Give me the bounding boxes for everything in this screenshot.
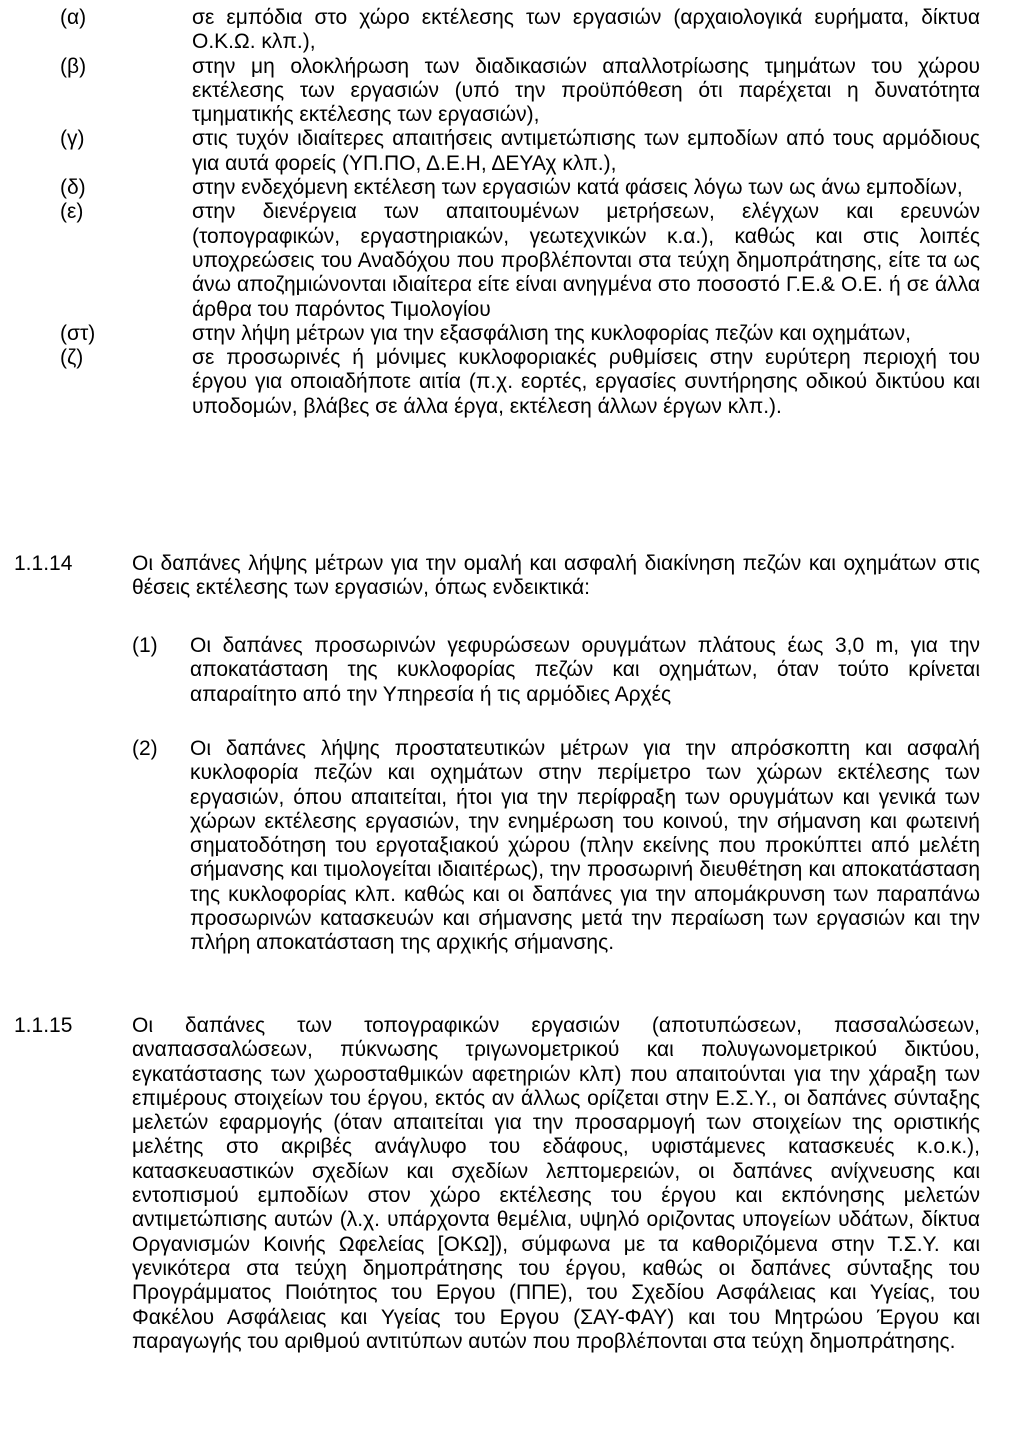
numbered-item (132, 737, 980, 956)
list-item (60, 127, 980, 176)
list-item-label: (γ) (60, 127, 85, 151)
list-item-text: στην μη ολοκλήρωση των διαδικασιών απαλλοτρίωσης τμημάτων του χώρου εκτέλεσης των εργασιών (υπό την προϋπόθεση ότι παρέχεται η δυνατότητα τμηματικής εκτέλεσης των εργασιών), (192, 54, 980, 127)
list-item (60, 322, 980, 346)
list-item-label: (δ) (60, 176, 86, 200)
numbered-item (132, 634, 980, 707)
section-number: 1.1.15 (14, 1014, 73, 1037)
list-item (60, 55, 980, 128)
list-item-label: (α) (60, 6, 87, 29)
list-item-label: (ζ) (60, 346, 84, 370)
lettered-list (60, 6, 980, 419)
list-item-text: στην διενέργεια των απαιτουμένων μετρήσεων, ελέγχων και ερευνών (τοπογραφικών, εργαστηριακών, γεωτεχνικών κ.α.), καθώς και στις λοιπές υποχρεώσεις του Αναδόχου που προβλέπονται στα τεύχη δημοπράτησης, είτε τα ως άνω αποζημιώνονται ιδιαίτερα είτε είναι ανηγμένα στο ποσοστό Γ.Ε.& Ο.Ε. ή σε άλλα άρθρα του παρόντος Τιμολογίου (192, 200, 980, 321)
section-number: 1.1.14 (14, 552, 73, 575)
list-item (60, 6, 980, 55)
list-item (132, 737, 980, 956)
list-item (60, 176, 980, 200)
list-item-label: (β) (60, 54, 87, 78)
list-item-text: στις τυχόν ιδιαίτερες απαιτήσεις αντιμετώπισης των εμποδίων από τους αρμόδιους για αυτά φορείς (ΥΠ.ΠΟ, Δ.Ε.Η, ΔΕΥΑχ κλπ.), (192, 127, 980, 175)
list-item (60, 346, 980, 419)
list-item-label: (2) (132, 737, 158, 760)
list-item-label: (ε) (60, 200, 84, 224)
list-item-text: στην λήψη μέτρων για την εξασφάλιση της κυκλοφορίας πεζών και οχημάτων, (192, 321, 911, 345)
list-item-text: σε εμπόδια στο χώρο εκτέλεσης των εργασιών (αρχαιολογικά ευρήματα, δίκτυα Ο.Κ.Ω. κλπ.), (192, 6, 980, 54)
section-text: Οι δαπάνες λήψης μέτρων για την ομαλή και ασφαλή διακίνηση πεζών και οχημάτων στις θέσεις εκτέλεσης των εργασιών, όπως ενδεικτικά: (132, 552, 980, 600)
list-item-label: (1) (132, 634, 158, 657)
list-item-text: Οι δαπάνες λήψης προστατευτικών μέτρων για την απρόσκοπτη και ασφαλή κυκλοφορία πεζών και οχημάτων στην περίμετρο των χώρων εκτέλεσης των εργασιών, όπου απαιτείται, ήτοι για την περίφραξη των ορυγμάτων και γενικά των χώρων εκτέλεσης εργασιών, την ενημέρωση του κοινού, την σήμανση και φωτεινή σηματοδότηση του εργοταξιακού χώρου (πλην εκείνης που προκύπτει από μελέτη σήμανσης και τιμολογείται ιδιαιτέρως), την προσωρινή διευθέτηση και αποκατάσταση της κυκλοφορίας κλπ. καθώς και οι δαπάνες για την απομάκρυνση των παραπάνω προσωρινών κατασκευών και σήμανσης μετά την περαίωση των εργασιών και την πλήρη αποκατάσταση της αρχικής σήμανσης. (190, 737, 980, 955)
list-item (132, 634, 980, 707)
section-text: Οι δαπάνες των τοπογραφικών εργασιών (αποτυπώσεων, πασσαλώσεων, αναπασσαλώσεων, πύκνωσης τριγωνομετρικού και πολυγωνομετρικού δικτύου, εγκατάστασης των χωροσταθμικών αφετηριών κλπ) που απαιτούνται για την χάραξη των επιμέρους στοιχείων του έργου, εκτός αν άλλως ορίζεται στην Ε.Σ.Υ., οι δαπάνες σύνταξης μελετών εφαρμογής (όταν απαιτείται για την προσαρμογή των στοιχείων της οριστικής μελέτης στο ακριβές ανάγλυφο του εδάφους, υφιστάμενες κατασκευές κ.ο.κ.), κατασκευαστικών σχεδίων και σχεδίων λεπτομερειών, οι δαπάνες ανίχνευσης και εντοπισμού εμποδίων στον χώρο εκτέλεσης του έργου και εκπόνησης μελετών αντιμετώπισης αυτών (λ.χ. υπάρχοντα θεμέλια, υψηλό οριζοντας υπογείων υδάτων, δίκτυα Οργανισμών Κοινής Ωφελείας [ΟΚΩ]), σύμφωνα με τα καθοριζόμενα στην Τ.Σ.Υ. και γενικότερα στα τεύχη δημοπράτησης του έργου, καθώς οι δαπάνες σύνταξης του Προγράμματος Ποιότητος του Εργου (ΠΠΕ), του Σχεδίου Ασφάλειας και Υγείας, του Φακέλου Ασφάλειας και Υγείας του Εργου (ΣΑΥ-ΦΑΥ) και του Μητρώου Έργου και παραγωγής του αριθμού αντιτύπων αυτών που προβλέπονται στα τεύχη δημοπράτησης. (132, 1014, 980, 1353)
list-item-label: (στ) (60, 321, 96, 345)
section-1-1-15 (14, 1014, 980, 1354)
section-1-1-14 (14, 552, 980, 601)
list-item-text: Οι δαπάνες προσωρινών γεφυρώσεων ορυγμάτων πλάτους έως 3,0 m, για την αποκατάσταση της κυκλοφορίας πεζών και οχημάτων, όταν τούτο κρίνεται απαραίτητο από την Υπηρεσία ή τις αρμόδιες Αρχές (190, 634, 980, 706)
list-item-text: σε προσωρινές ή μόνιμες κυκλοφοριακές ρυθμίσεις στην ευρύτερη περιοχή του έργου για οποιαδήποτε αιτία (π.χ. εορτές, εργασίες συντήρησης οδικού δικτύου και υποδομών, βλάβες σε άλλα έργα, εκτέλεση άλλων έργων κλπ.). (192, 346, 980, 418)
list-item (60, 200, 980, 321)
list-item-text: στην ενδεχόμενη εκτέλεση των εργασιών κατά φάσεις λόγω των ως άνω εμποδίων, (192, 176, 963, 200)
